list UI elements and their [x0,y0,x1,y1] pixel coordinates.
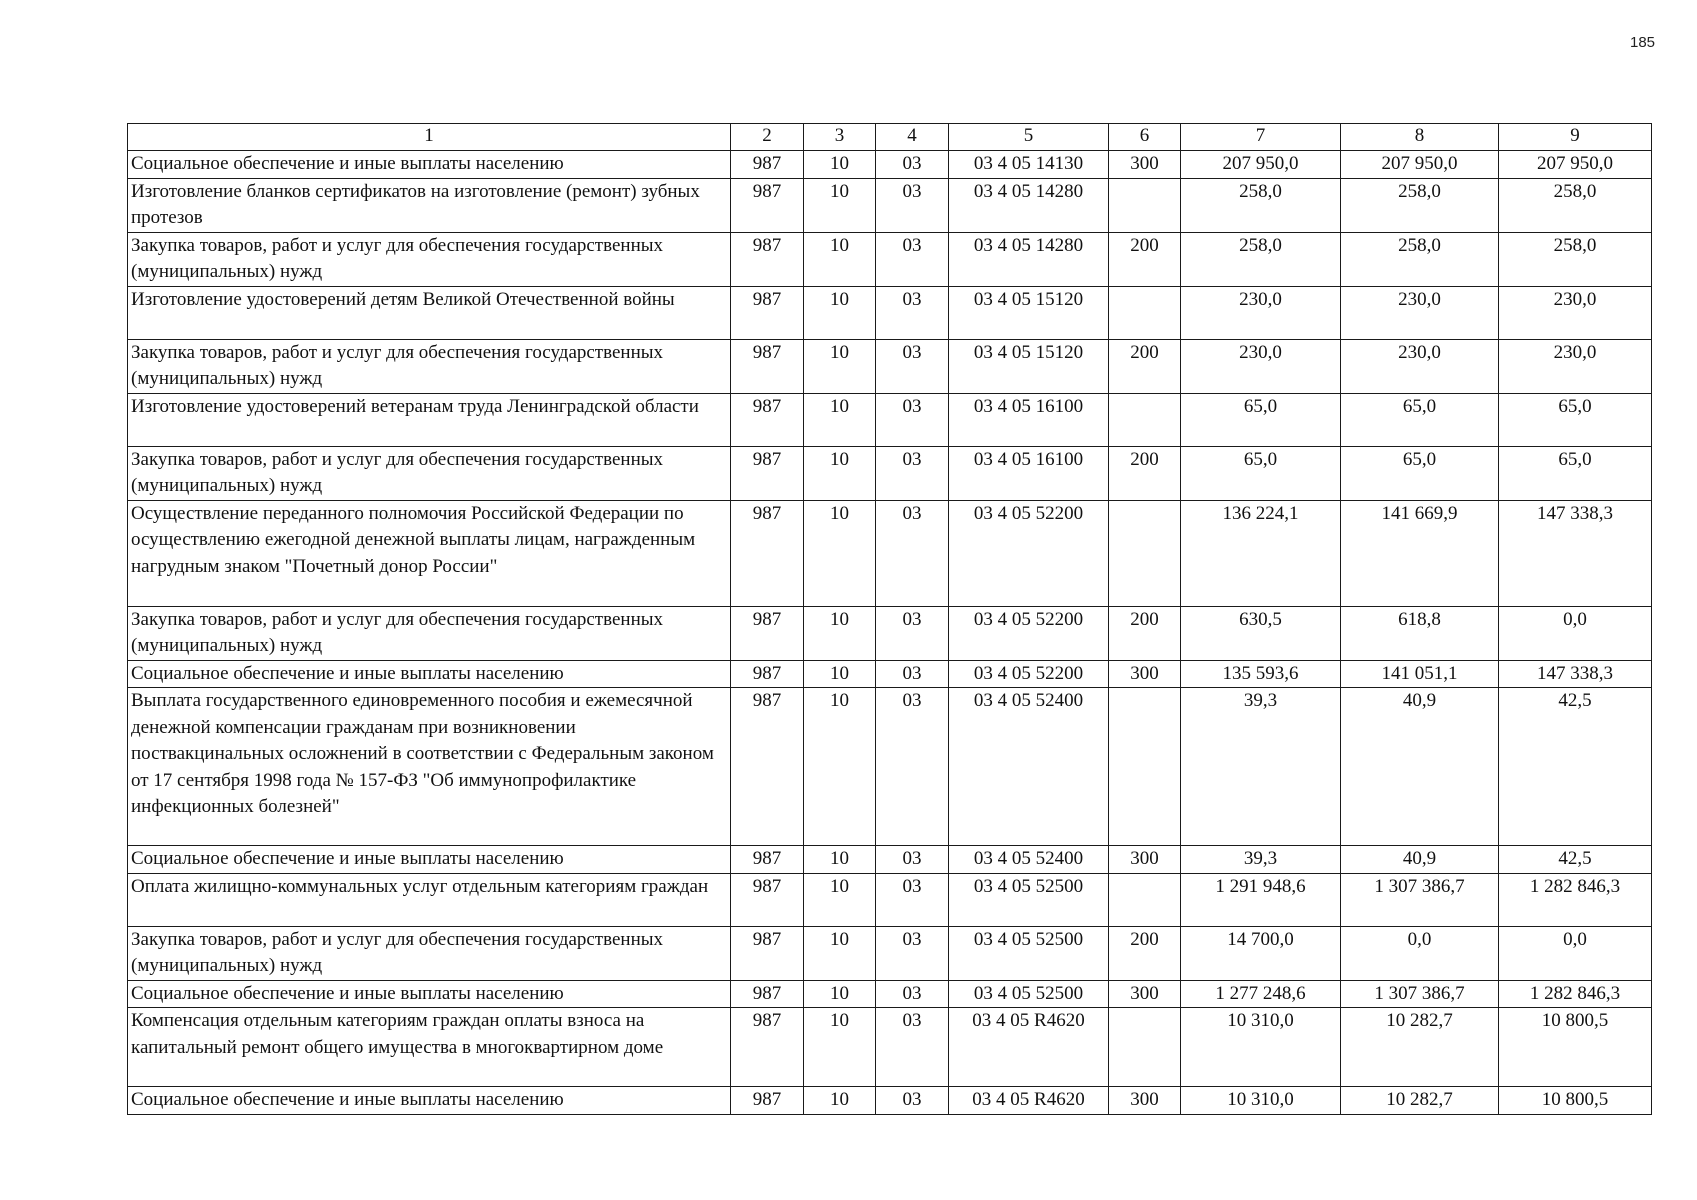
row-amount-year3: 42,5 [1499,688,1652,846]
table-row [128,926,1652,980]
row-section: 10 [804,339,876,393]
row-amount-year1: 10 310,0 [1181,1087,1341,1115]
row-section: 10 [804,1008,876,1087]
row-subsection: 03 [876,232,949,286]
row-amount-year1: 65,0 [1181,446,1341,500]
row-name: Социальное обеспечение и иные выплаты населению [128,846,731,874]
row-grbs: 987 [731,339,804,393]
row-name: Социальное обеспечение и иные выплаты населению [128,1087,731,1115]
row-amount-year3: 147 338,3 [1499,660,1652,688]
header-cell-1: 1 [128,124,731,151]
row-amount-year2: 10 282,7 [1341,1008,1499,1087]
row-subsection: 03 [876,178,949,232]
row-subsection: 03 [876,393,949,446]
row-expense-type [1109,688,1181,846]
row-amount-year1: 1 291 948,6 [1181,873,1341,926]
row-target-article: 03 4 05 16100 [949,446,1109,500]
table-row [128,1008,1652,1087]
table-row [128,660,1652,688]
row-expense-type: 200 [1109,446,1181,500]
row-expense-type [1109,178,1181,232]
row-expense-type [1109,286,1181,339]
row-section: 10 [804,232,876,286]
row-amount-year3: 1 282 846,3 [1499,873,1652,926]
row-section: 10 [804,286,876,339]
table-row [128,446,1652,500]
header-cell-8: 8 [1341,124,1499,151]
row-subsection: 03 [876,873,949,926]
row-section: 10 [804,873,876,926]
row-amount-year1: 258,0 [1181,232,1341,286]
row-target-article: 03 4 05 52500 [949,980,1109,1008]
row-amount-year2: 40,9 [1341,688,1499,846]
table-row [128,846,1652,874]
row-expense-type: 300 [1109,846,1181,874]
row-grbs: 987 [731,873,804,926]
row-amount-year1: 207 950,0 [1181,151,1341,179]
row-subsection: 03 [876,926,949,980]
row-name: Социальное обеспечение и иные выплаты населению [128,151,731,179]
row-target-article: 03 4 05 52500 [949,873,1109,926]
row-target-article: 03 4 05 R4620 [949,1008,1109,1087]
row-name: Закупка товаров, работ и услуг для обеспечения государственных (муниципальных) нужд [128,926,731,980]
row-grbs: 987 [731,926,804,980]
row-amount-year2: 230,0 [1341,286,1499,339]
header-row [128,124,1652,151]
row-grbs: 987 [731,500,804,606]
row-amount-year3: 42,5 [1499,846,1652,874]
row-grbs: 987 [731,980,804,1008]
row-amount-year3: 0,0 [1499,606,1652,660]
row-section: 10 [804,846,876,874]
row-target-article: 03 4 05 16100 [949,393,1109,446]
row-section: 10 [804,151,876,179]
row-grbs: 987 [731,688,804,846]
row-name: Социальное обеспечение и иные выплаты населению [128,660,731,688]
row-section: 10 [804,446,876,500]
table-row [128,606,1652,660]
table-row [128,232,1652,286]
row-target-article: 03 4 05 R4620 [949,1087,1109,1115]
table-row [128,688,1652,846]
row-target-article: 03 4 05 52400 [949,688,1109,846]
row-target-article: 03 4 05 14280 [949,232,1109,286]
header-cell-7: 7 [1181,124,1341,151]
row-expense-type: 300 [1109,1087,1181,1115]
row-amount-year3: 147 338,3 [1499,500,1652,606]
row-grbs: 987 [731,1008,804,1087]
header-cell-4: 4 [876,124,949,151]
row-amount-year1: 1 277 248,6 [1181,980,1341,1008]
row-name: Изготовление удостоверений детям Великой Отечественной войны [128,286,731,339]
row-name: Изготовление бланков сертификатов на изготовление (ремонт) зубных протезов [128,178,731,232]
row-expense-type: 200 [1109,606,1181,660]
row-amount-year1: 39,3 [1181,688,1341,846]
row-subsection: 03 [876,846,949,874]
row-amount-year3: 65,0 [1499,393,1652,446]
row-subsection: 03 [876,500,949,606]
row-section: 10 [804,178,876,232]
row-section: 10 [804,606,876,660]
row-grbs: 987 [731,232,804,286]
table-row [128,393,1652,446]
row-amount-year1: 630,5 [1181,606,1341,660]
row-subsection: 03 [876,660,949,688]
row-amount-year3: 65,0 [1499,446,1652,500]
row-amount-year3: 10 800,5 [1499,1087,1652,1115]
row-grbs: 987 [731,660,804,688]
row-amount-year1: 10 310,0 [1181,1008,1341,1087]
row-target-article: 03 4 05 52500 [949,926,1109,980]
budget-table [127,123,1652,1115]
row-grbs: 987 [731,286,804,339]
row-expense-type [1109,873,1181,926]
row-amount-year2: 618,8 [1341,606,1499,660]
row-amount-year1: 230,0 [1181,339,1341,393]
row-section: 10 [804,393,876,446]
row-amount-year3: 10 800,5 [1499,1008,1652,1087]
row-section: 10 [804,660,876,688]
row-name: Изготовление удостоверений ветеранам труда Ленинградской области [128,393,731,446]
row-amount-year3: 230,0 [1499,286,1652,339]
row-name: Выплата государственного единовременного пособия и ежемесячной денежной компенсации гражданам при возникновении поствакцинальных осложнений в соответствии с Федеральным законом от 17 сентября 1998 года № 157-ФЗ "Об иммунопрофилактике инфекционных болезней" [128,688,731,846]
table-row [128,286,1652,339]
row-grbs: 987 [731,1087,804,1115]
table-row [128,151,1652,179]
row-subsection: 03 [876,688,949,846]
row-grbs: 987 [731,393,804,446]
row-amount-year2: 207 950,0 [1341,151,1499,179]
row-name: Закупка товаров, работ и услуг для обеспечения государственных (муниципальных) нужд [128,446,731,500]
row-section: 10 [804,1087,876,1115]
row-amount-year2: 1 307 386,7 [1341,873,1499,926]
row-amount-year2: 1 307 386,7 [1341,980,1499,1008]
row-grbs: 987 [731,446,804,500]
row-subsection: 03 [876,980,949,1008]
row-amount-year2: 10 282,7 [1341,1087,1499,1115]
row-grbs: 987 [731,151,804,179]
table-row [128,873,1652,926]
table-row [128,500,1652,606]
header-cell-2: 2 [731,124,804,151]
row-amount-year2: 230,0 [1341,339,1499,393]
row-grbs: 987 [731,846,804,874]
row-section: 10 [804,688,876,846]
header-cell-6: 6 [1109,124,1181,151]
row-target-article: 03 4 05 14130 [949,151,1109,179]
row-amount-year1: 136 224,1 [1181,500,1341,606]
row-expense-type: 300 [1109,151,1181,179]
row-amount-year1: 65,0 [1181,393,1341,446]
row-name: Закупка товаров, работ и услуг для обеспечения государственных (муниципальных) нужд [128,339,731,393]
row-amount-year3: 1 282 846,3 [1499,980,1652,1008]
row-amount-year1: 39,3 [1181,846,1341,874]
row-expense-type: 300 [1109,660,1181,688]
row-name: Оплата жилищно-коммунальных услуг отдельным категориям граждан [128,873,731,926]
row-amount-year2: 141 669,9 [1341,500,1499,606]
page-number: 185 [1630,34,1656,51]
row-amount-year1: 14 700,0 [1181,926,1341,980]
row-amount-year3: 207 950,0 [1499,151,1652,179]
row-amount-year2: 40,9 [1341,846,1499,874]
row-subsection: 03 [876,151,949,179]
row-target-article: 03 4 05 52400 [949,846,1109,874]
row-amount-year2: 141 051,1 [1341,660,1499,688]
row-subsection: 03 [876,606,949,660]
row-section: 10 [804,926,876,980]
row-amount-year1: 258,0 [1181,178,1341,232]
row-expense-type [1109,1008,1181,1087]
row-amount-year2: 258,0 [1341,232,1499,286]
row-section: 10 [804,980,876,1008]
row-subsection: 03 [876,339,949,393]
row-target-article: 03 4 05 15120 [949,339,1109,393]
row-target-article: 03 4 05 52200 [949,606,1109,660]
row-section: 10 [804,500,876,606]
row-name: Компенсация отдельным категориям граждан оплаты взноса на капитальный ремонт общего имущества в многоквартирном доме [128,1008,731,1087]
row-amount-year1: 230,0 [1181,286,1341,339]
header-cell-9: 9 [1499,124,1652,151]
row-amount-year2: 258,0 [1341,178,1499,232]
row-name: Закупка товаров, работ и услуг для обеспечения государственных (муниципальных) нужд [128,606,731,660]
header-cell-3: 3 [804,124,876,151]
row-amount-year2: 65,0 [1341,393,1499,446]
row-name: Осуществление переданного полномочия Российской Федерации по осуществлению ежегодной денежной выплаты лицам, награжденным нагрудным знаком "Почетный донор России" [128,500,731,606]
row-name: Социальное обеспечение и иные выплаты населению [128,980,731,1008]
row-grbs: 987 [731,606,804,660]
row-amount-year1: 135 593,6 [1181,660,1341,688]
row-subsection: 03 [876,446,949,500]
row-expense-type: 200 [1109,926,1181,980]
table-row [128,1087,1652,1115]
header-cell-5: 5 [949,124,1109,151]
row-amount-year3: 230,0 [1499,339,1652,393]
row-subsection: 03 [876,1008,949,1087]
row-subsection: 03 [876,286,949,339]
row-amount-year3: 0,0 [1499,926,1652,980]
row-subsection: 03 [876,1087,949,1115]
row-target-article: 03 4 05 15120 [949,286,1109,339]
row-target-article: 03 4 05 14280 [949,178,1109,232]
row-expense-type: 300 [1109,980,1181,1008]
table-row [128,178,1652,232]
row-name: Закупка товаров, работ и услуг для обеспечения государственных (муниципальных) нужд [128,232,731,286]
row-amount-year2: 65,0 [1341,446,1499,500]
table-row [128,980,1652,1008]
row-amount-year3: 258,0 [1499,232,1652,286]
table-row [128,339,1652,393]
row-expense-type [1109,500,1181,606]
row-amount-year3: 258,0 [1499,178,1652,232]
row-amount-year2: 0,0 [1341,926,1499,980]
row-expense-type [1109,393,1181,446]
row-grbs: 987 [731,178,804,232]
row-target-article: 03 4 05 52200 [949,660,1109,688]
row-target-article: 03 4 05 52200 [949,500,1109,606]
row-expense-type: 200 [1109,339,1181,393]
row-expense-type: 200 [1109,232,1181,286]
